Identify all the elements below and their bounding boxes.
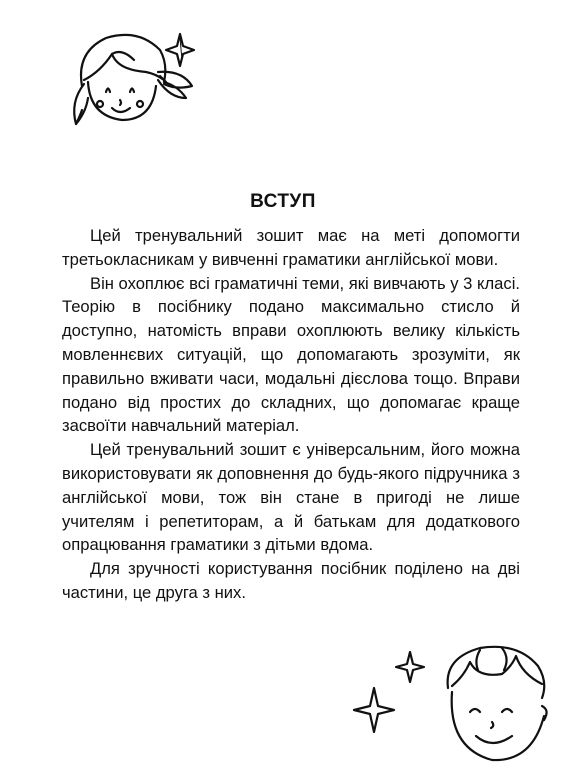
sparkle-icon: [396, 652, 424, 682]
page-title: ВСТУП: [250, 190, 316, 212]
paragraph: Він охоплює всі граматичні теми, які вивчають у 3 класі. Теорію в посібнику подано максимально стисло й доступно, натомість вправи охоплюють велику кількість мовленнєвих ситуацій, що допомагають зрозуміти, як правильно вживати часи, модальні дієслова тощо. Вправи подано від простих до складних, що допомагає краще засвоїти навчальний матеріал.: [62, 273, 520, 436]
paragraph: Для зручності користування посібник поділено на дві частини, це друга з них.: [62, 559, 520, 602]
paragraph: Цей тренувальний зошит є універсальним, його можна використовувати як доповнення до будь-якого підручника з англійської мови, тож він стане в пригоді не лише учителям і репетиторам, а й батькам для додаткового опрацювання граматики з дітьми вдома.: [62, 440, 520, 555]
boy-face-icon: [352, 636, 552, 772]
girl-face-icon: [60, 20, 210, 140]
intro-text: [62, 224, 520, 605]
sparkle-icon: [354, 688, 394, 732]
sparkle-icon: [166, 34, 194, 66]
paragraph: Цей тренувальний зошит має на меті допомогти третьокласникам у вивченні граматики англійської мови.: [62, 226, 520, 269]
